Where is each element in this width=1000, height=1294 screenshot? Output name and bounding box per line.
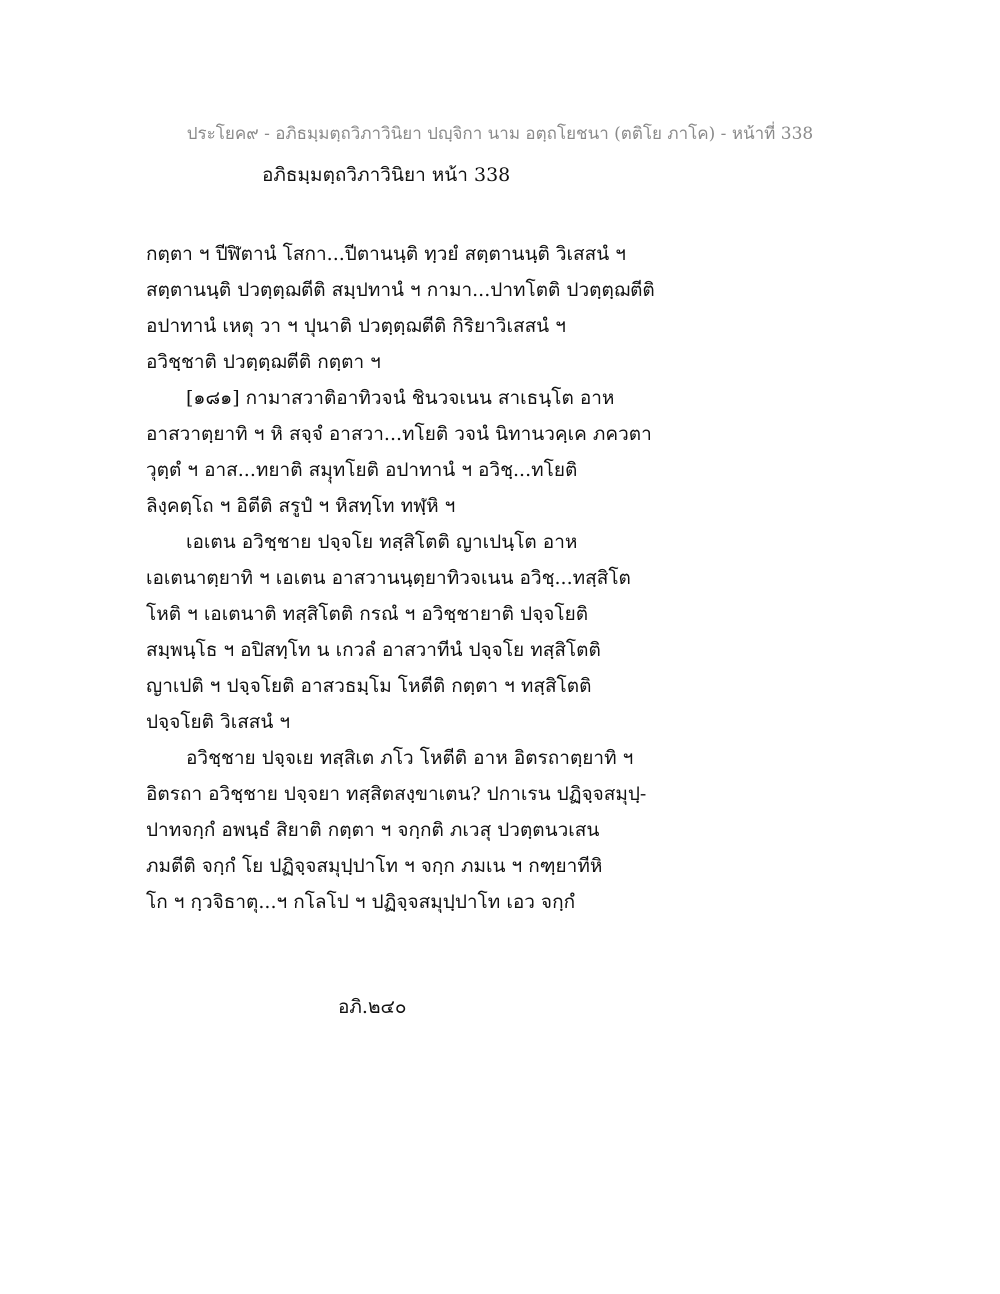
text-line: อิตรถา อวิชฺชาย ปจฺจยา ทสฺสิตสงฺขาเตน? ปกาเรน ปฏิจฺจสมุปฺ- — [146, 783, 647, 805]
footer-reference: อภิ.๒๔๐ — [338, 996, 407, 1018]
text-line: ญาเปติ ฯ ปจฺจโยติ อาสวธมฺโม โหตีติ กตฺตา ฯ ทสฺสิโตติ — [146, 675, 592, 697]
text-line-paragraph-start: อวิชฺชาย ปจฺจเย ทสฺสิเต ภโว โหตีติ อาห อิตรถาตฺยาทิ ฯ — [186, 747, 634, 769]
text-line: ลิงฺคตฺโถ ฯ อิตีติ สรูปํ ฯ หิสทฺโท ทฬฺหิ ฯ — [146, 495, 456, 517]
text-line: สมฺพนฺโธ ฯ อปิสทฺโท น เกวลํ อาสวาทีนํ ปจฺจโย ทสฺสิโตติ — [146, 639, 601, 661]
running-header — [0, 120, 1000, 147]
text-line: ปจฺจโยติ วิเสสนํ ฯ — [146, 711, 291, 733]
text-line: ปาทจกฺกํ อพนฺธํ สิยาติ กตฺตา ฯ จกฺกติ ภเวสุ ปวตฺตนวเสน — [146, 819, 600, 841]
body-text — [146, 236, 746, 920]
text-line-paragraph-start: [๑๘๑] กามาสวาติอาทิวจนํ ชินวจเนน สาเธนฺโต อาห — [186, 387, 615, 409]
text-line: ภมตีติ จกฺกํ โย ปฏิจฺจสมุปฺปาโท ฯ จกฺก ภมเน ฯ กฑฺยาทีหิ — [146, 855, 603, 877]
text-line: อวิชฺชาติ ปวตฺตฺฌตีติ กตฺตา ฯ — [146, 351, 381, 373]
text-line-paragraph-start: เอเตน อวิชฺชาย ปจฺจโย ทสฺสิโตติ ญาเปนฺโต อาห — [186, 531, 578, 553]
text-line: อปาทานํ เหตุ วา ฯ ปุนาติ ปวตฺตฺฌตีติ กิริยาวิเสสนํ ฯ — [146, 315, 566, 337]
page-title: อภิธมฺมตฺถวิภาวินิยา หน้า 338 — [262, 164, 511, 186]
text-line: กตฺตา ฯ ปีฬิตานํ โสกา...ปีตานนฺติ ทฺวยํ สตฺตานนฺติ วิเสสนํ ฯ — [146, 243, 626, 265]
text-line: โก ฯ กฺวจิธาตุ...ฯ กโลโป ฯ ปฏิจฺจสมุปฺปาโท เอว จกฺกํ — [146, 891, 576, 913]
running-header-text: ประโยค๙ - อภิธมฺมตฺถวิภาวินิยา ปญฺจิกา นาม อตฺถโยชนา (ตติโย ภาโค) - หน้าที่ 338 — [186, 124, 814, 144]
text-line: โหติ ฯ เอเตนาติ ทสฺสิโตติ กรณํ ฯ อวิชฺชายาติ ปจฺจโยติ — [146, 603, 589, 625]
text-line: วุตฺตํ ฯ อาส...ทยาติ สมฺุทโยติ อปาทานํ ฯ อวิชฺ...ทโยติ — [146, 459, 578, 481]
text-line: เอเตนาตฺยาทิ ฯ เอเตน อาสวานนฺตฺยาทิวจเนน อวิชฺ...ทสฺสิโต — [146, 567, 631, 589]
text-line: อาสวาตฺยาทิ ฯ หิ สจฺจํ อาสวา...ทโยติ วจนํ นิทานวคฺเค ภควตา — [146, 423, 652, 445]
text-line: สตฺตานนฺติ ปวตฺตฺฌตีติ สมฺปทานํ ฯ กามา...ปาทโตติ ปวตฺตฺฌตีติ — [146, 279, 655, 301]
